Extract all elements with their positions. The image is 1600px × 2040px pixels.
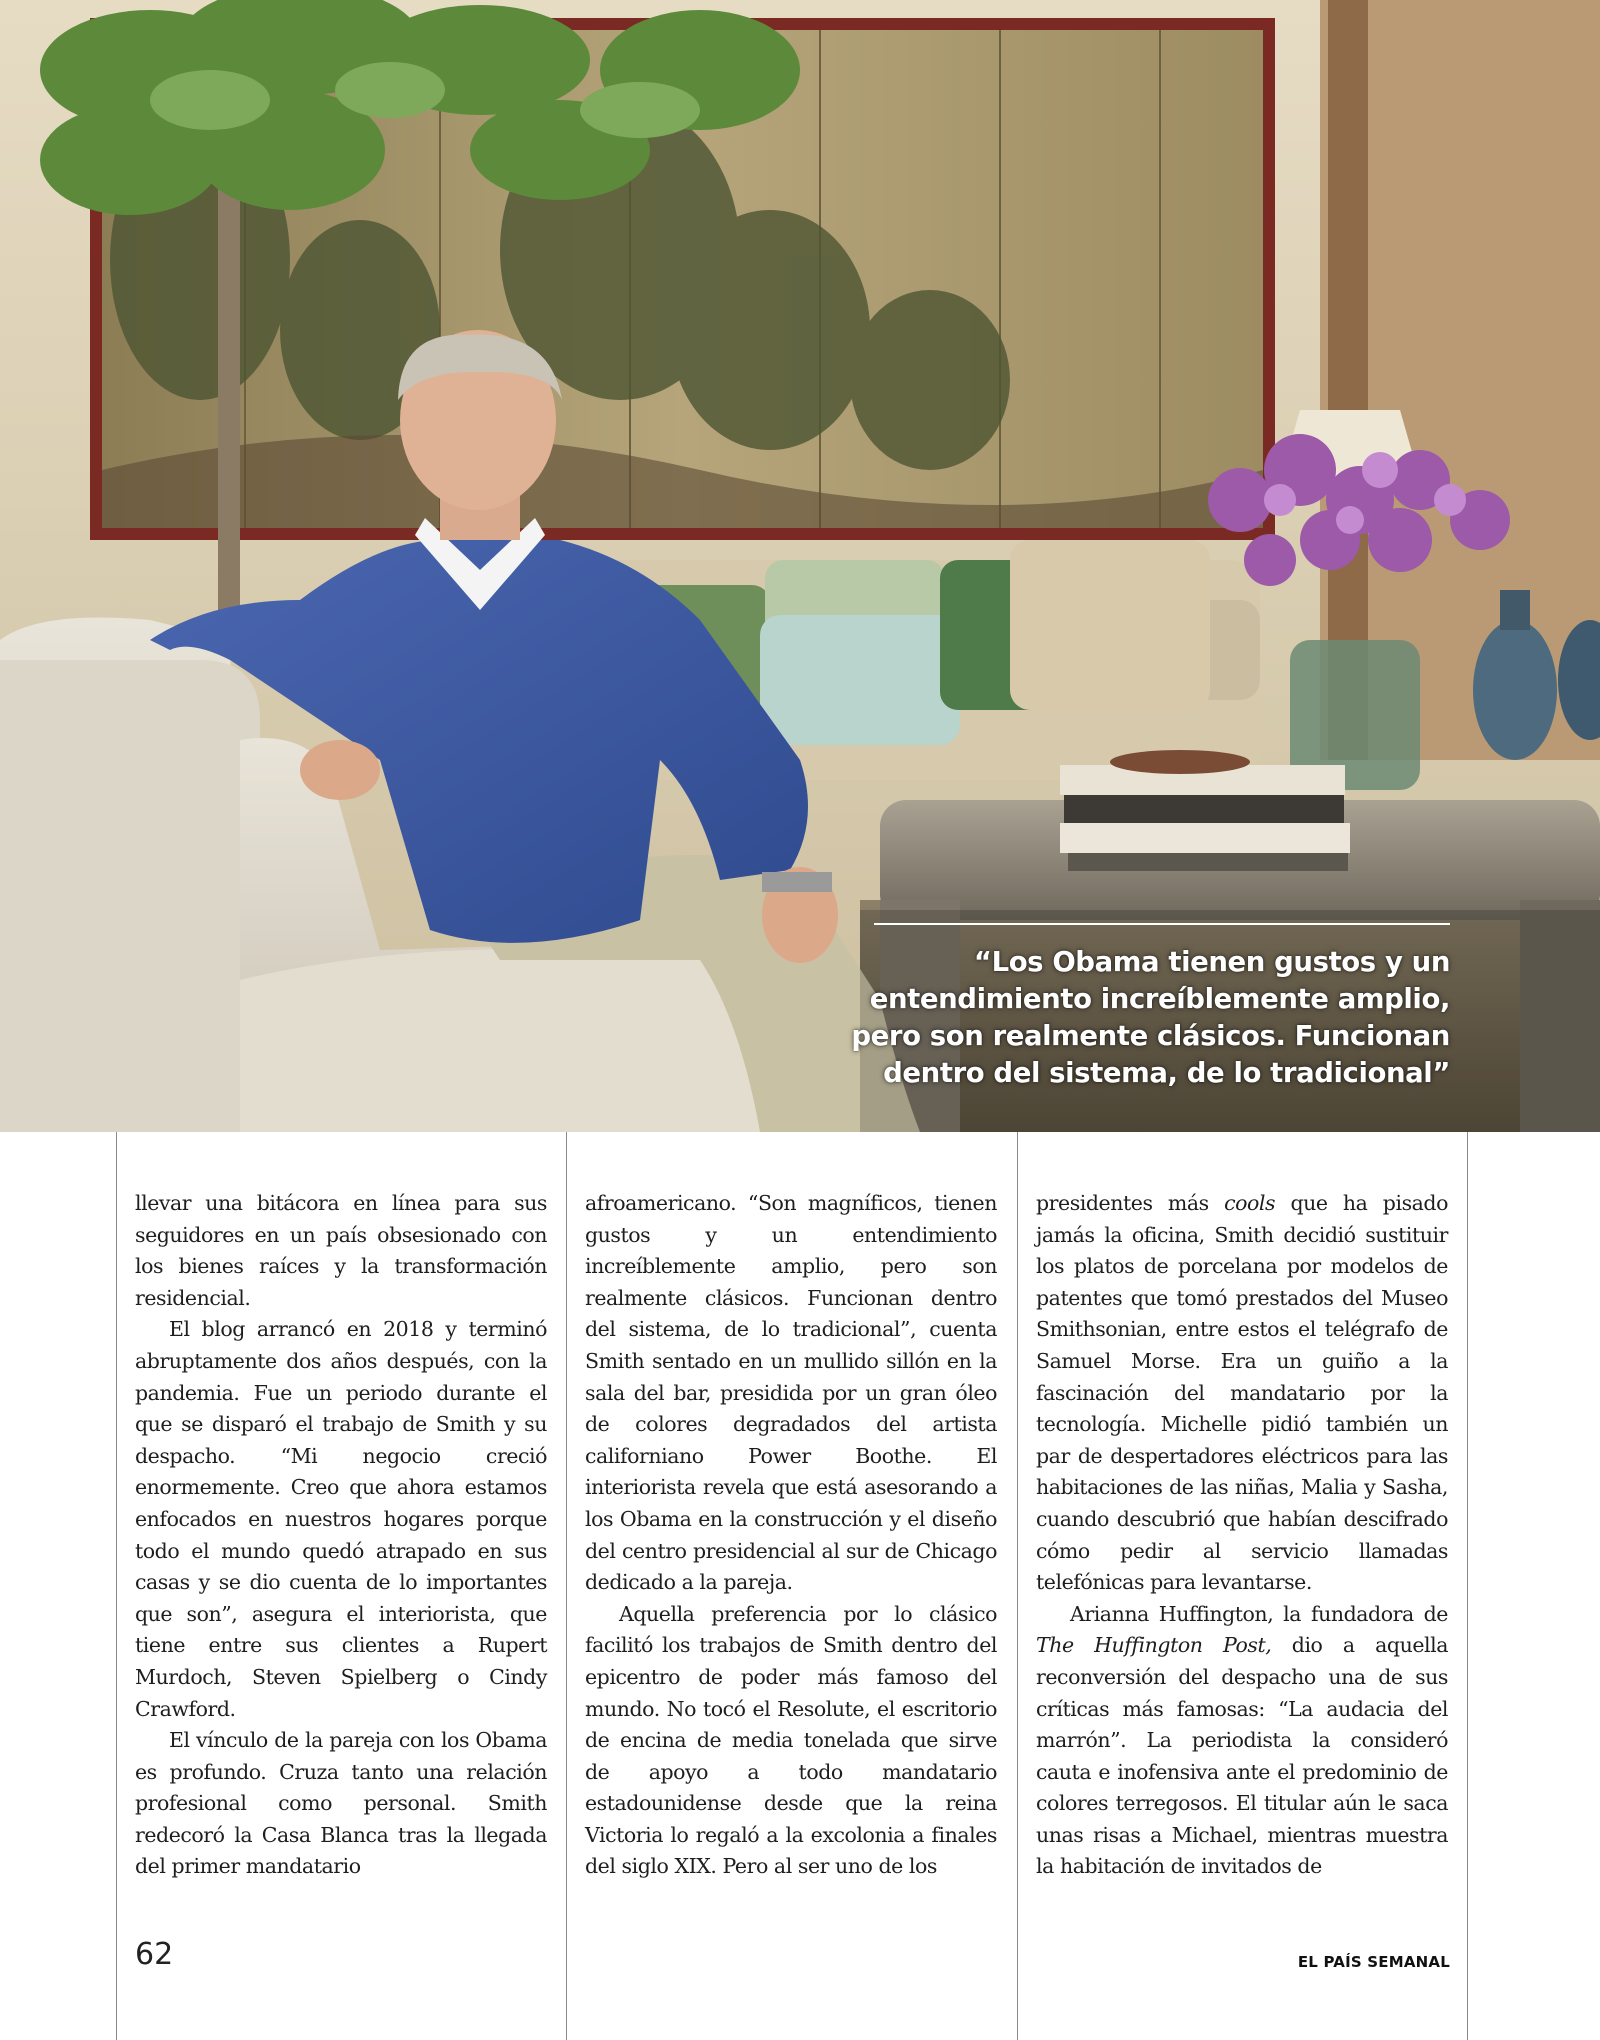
paragraph: afroamericano. “Son magníficos, tienen gustos y un entendimiento increíblemente amplio, pero son realmente clásicos. Funcionan dentro del sistema, de lo tradicional”, cuenta Smith sentado en un mullido sillón en la sala del bar, presidida por un gran óleo de colores degradados del artista californiano Power Boothe. El interiorista revela que está asesorando a los Obama en la construcción y el diseño del centro presidencial al sur de Chicago dedicado a la pareja. — [585, 1191, 997, 1595]
page-number: 62 — [135, 1937, 174, 1972]
column-rule-2 — [566, 1132, 567, 2040]
column-rule-left — [116, 1132, 117, 2040]
paragraph: Aquella preferencia por lo clásico facilitó los trabajos de Smith dentro del epicentro de poder más famoso del mundo. No tocó el Resolute, el escritorio de encina de media tonelada que sirve de apoyo a todo mandatario estadounidense desde que la reina Victoria lo regaló a la excolonia a finales del siglo XIX. Pero al ser uno de los — [585, 1601, 997, 1879]
paragraph: El vínculo de la pareja con los Obama es profundo. Cruza tanto una relación profesional como personal. Smith redecoró la Casa Blanca tras la llegada del primer mandatario — [135, 1728, 547, 1879]
paragraph: llevar una bitácora en línea para sus seguidores en un país obsesionado con los bienes raíces y la transformación residencial. — [135, 1191, 547, 1310]
paragraph: presidentes más cools que ha pisado jamás la oficina, Smith decidió sustituir los platos de porcelana por modelos de patentes que tomó prestados del Museo Smithsonian, entre estos el telégrafo de Samuel Morse. Era un guiño a la fascinación del mandatario por la tecnología. Michelle pidió también un par de despertadores eléctricos para las habitaciones de las niñas, Malia y Sasha, cuando descubrió que habían descifrado cómo pedir al servicio llamadas telefónicas para levantarse. — [1036, 1191, 1448, 1595]
text-column-2 — [585, 1188, 997, 1883]
column-rule-right — [1467, 1132, 1468, 2040]
column-rule-3 — [1017, 1132, 1018, 2040]
masthead: EL PAÍS SEMANAL — [1297, 1953, 1450, 1971]
pull-quote: “Los Obama tienen gustos y un entendimiento increíblemente amplio, pero son realmente clásicos. Funcionan dentro del sistema, de lo tradicional” — [851, 946, 1450, 1089]
publication-title: The Huffington Post, — [1036, 1633, 1272, 1658]
paragraph: El blog arrancó en 2018 y terminó abruptamente dos años después, con la pandemia. Fue un periodo durante el que se disparó el trabajo de Smith y su despacho. “Mi negocio creció enormemente. Creo que ahora estamos enfocados en nuestros hogares porque todo el mundo quedó atrapado en sus casas y se dio cuenta de lo importantes que son”, asegura el interiorista, que tiene entre sus clientes a Rupert Murdoch, Steven Spielberg o Cindy Crawford. — [135, 1317, 547, 1721]
paragraph: Arianna Huffington, la fundadora de The Huffington Post, dio a aquella reconversión del despacho una de sus críticas más famosas: “La audacia del marrón”. La periodista la consideró cauta e inofensiva ante el predominio de colores terregosos. El titular aún le saca unas risas a Michael, mientras muestra la habitación de invitados de — [1036, 1601, 1448, 1879]
text-column-3 — [1036, 1188, 1448, 1883]
text-column-1 — [135, 1188, 547, 1883]
pull-quote-rule — [874, 923, 1450, 925]
italic-word: cools — [1224, 1191, 1276, 1215]
